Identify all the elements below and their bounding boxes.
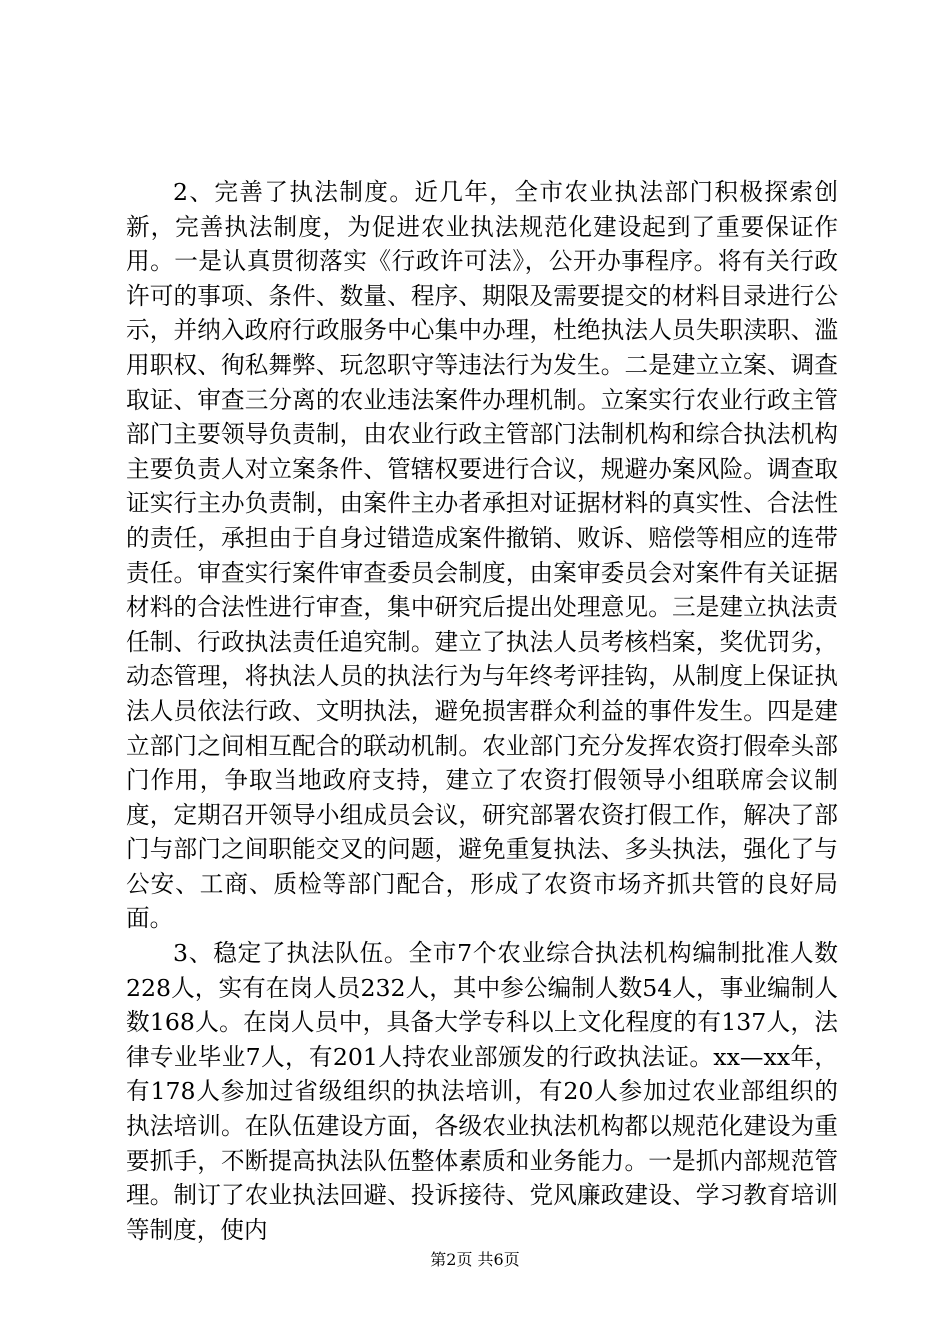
page-footer: 第2页 共6页 (430, 1250, 520, 1269)
paragraph-enforcement-system: 2、完善了执法制度。近几年，全市农业执法部门积极探索创新，完善执法制度，为促进农业执法规范化建设起到了重要保证作用。一是认真贯彻落实《行政许可法》，公开办事程序。将有关行政许可的事项、条件、数量、程序、期限及需要提交的材料目录进行公示，并纳入政府行政服务中心集中办理，杜绝执法人员失职渎职、滥用职权、徇私舞弊、玩忽职守等违法行为发生。二是建立立案、调查取证、审查三分离的农业违法案件办理机制。立案实行农业行政主管部门主要领导负责制，由农业行政主管部门法制机构和综合执法机构主要负责人对立案条件、管辖权要进行合议，规避办案风险。调查取证实行主办负责制，由案件主办者承担对证据材料的真实性、合法性的责任，承担由于自身过错造成案件撤销、败诉、赔偿等相应的连带责任。审查实行案件审查委员会制度，由案审委员会对案件有关证据材料的合法性进行审查，集中研究后提出处理意见。三是建立执法责任制、行政执法责任追究制。建立了执法人员考核档案，奖优罚劣，动态管理，将执法人员的执法行为与年终考评挂钩，从制度上保证执法人员依法行政、文明执法，避免损害群众利益的事件发生。四是建立部门之间相互配合的联动机制。农业部门充分发挥农资打假牵头部门作用，争取当地政府支持，建立了农资打假领导小组联席会议制度，定期召开领导小组成员会议，研究部署农资打假工作，解决了部门与部门之间职能交叉的问题，避免重复执法、多头执法，强化了与公安、工商、质检等部门配合，形成了农资市场齐抓共管的良好局面。 (126, 178, 838, 933)
document-body (126, 175, 838, 1247)
paragraph-enforcement-team: 3、稳定了执法队伍。全市7个农业综合执法机构编制批准人数228人，实有在岗人员232人，其中参公编制人数54人，事业编制人数168人。在岗人员中，具备大学专科以上文化程度的有137人，法律专业毕业7人，有201人持农业部颁发的行政执法证。xx—xx年，有178人参加过省级组织的执法培训，有20人参加过农业部组织的执法培训。在队伍建设方面，各级农业执法机构都以规范化建设为重要抓手，不断提高执法队伍整体素质和业务能力。一是抓内部规范管理。制订了农业执法回避、投诉接待、党风廉政建设、学习教育培训等制度，使内 (126, 939, 838, 1244)
